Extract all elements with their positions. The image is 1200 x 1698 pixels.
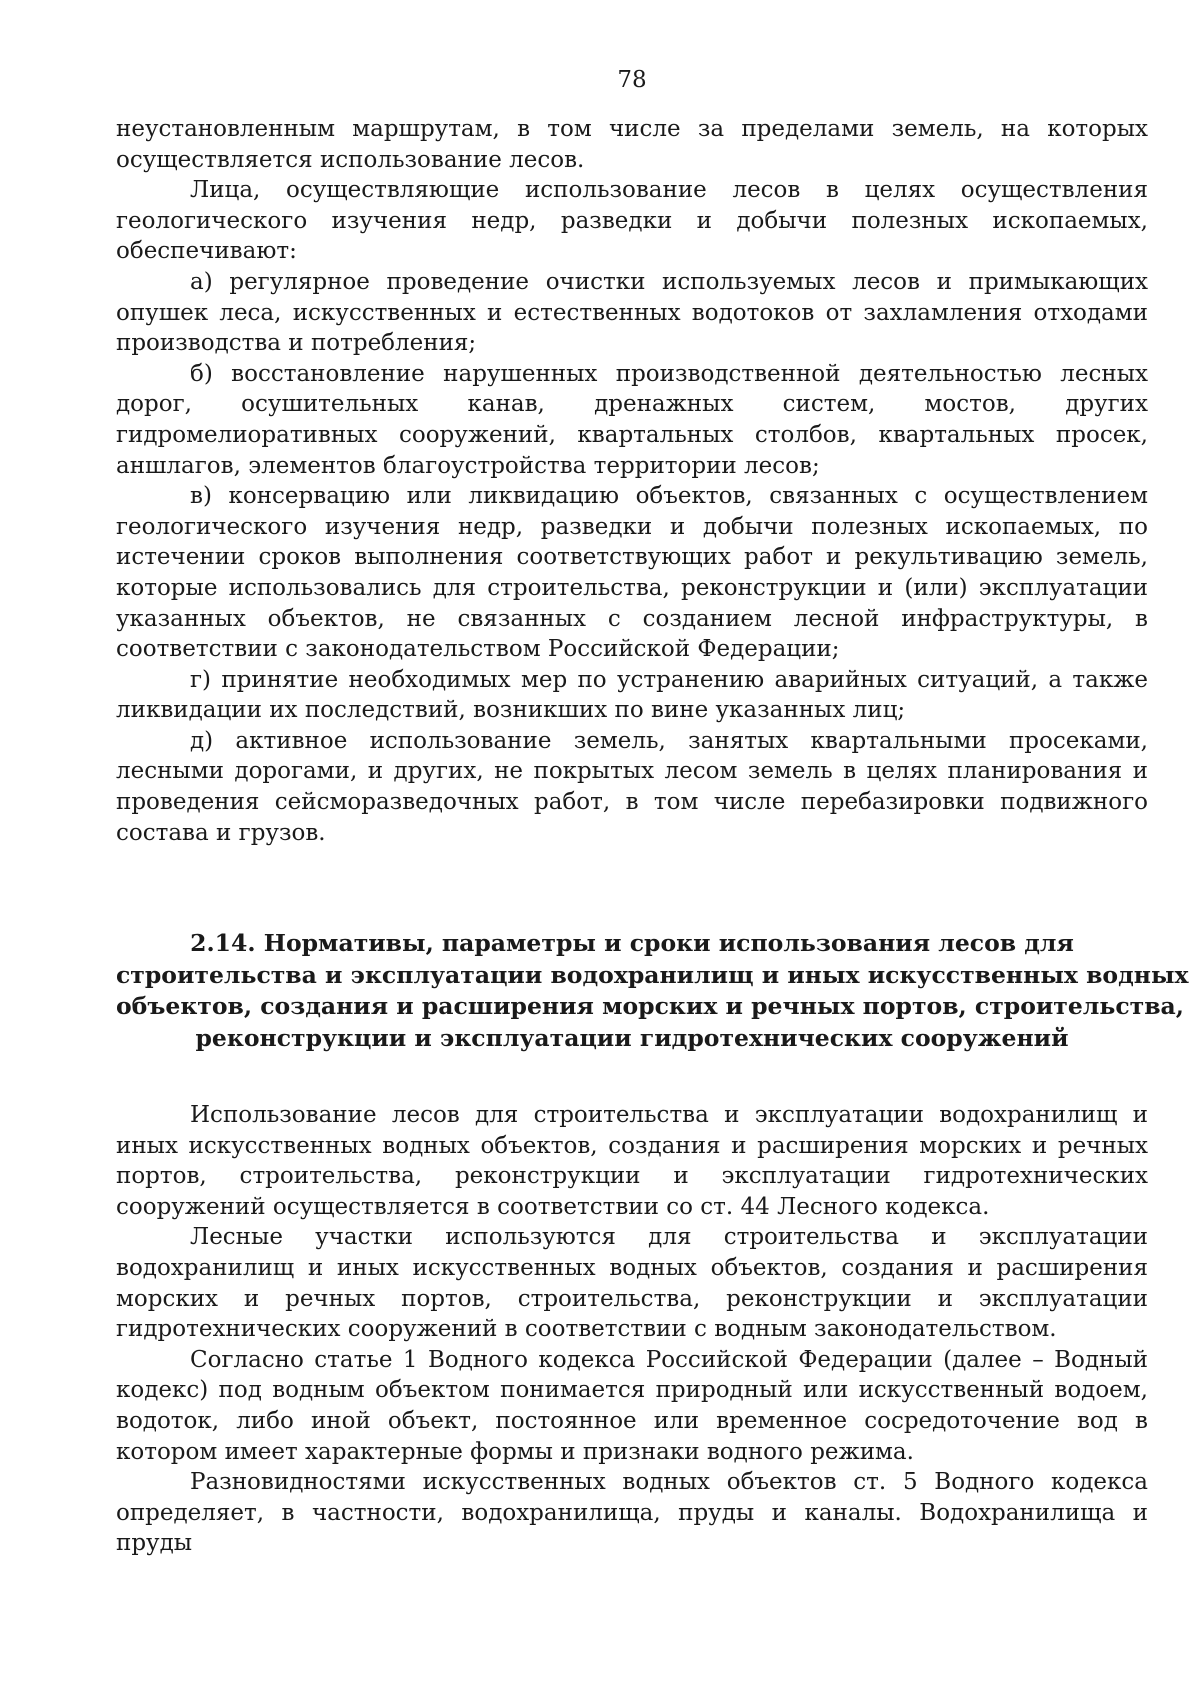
paragraph-forest-use: Использование лесов для строительства и эксплуатации водохранилищ и иных искусственных водных объектов, создания и расширения морских и речных портов, строительства, реконструкции и эксплуатации гидротехнических сооружений осуществляется в соответствии со ст. 44 Лесного кодекса. [116,1102,1148,1220]
page-number: 78 [617,67,647,93]
list-item-b: б) восстановление нарушенных производственной деятельностью лесных дорог, осушительных канав, дренажных систем, мостов, других гидромелиоративных сооружений, квартальных столбов, квартальных просек, аншлагов, элементов благоустройства территории лесов; [116,360,1148,479]
paragraph-forest-plots: Лесные участки используются для строительства и эксплуатации водохранилищ и иных искусственных водных объектов, создания и расширения морских и речных портов, строительства, реконструкции и эксплуатации гидротехнических сооружений в соответствии с водным законодательством. [116,1224,1148,1343]
paragraph-artificial-water-objects: Разновидностями искусственных водных объектов ст. 5 Водного кодекса определяет, в частности, водохранилища, пруды и каналы. Водохранилища и пруды [116,1469,1148,1557]
section-heading-line-3: объектов, создания и расширения морских и речных портов, строительства, [116,992,1184,1021]
body-text-bottom [116,1100,1148,1559]
paragraph-continuation: неустановленным маршрутам, в том числе за пределами земель, на которых осуществляется использование лесов. [116,116,1148,173]
list-item-a: а) регулярное проведение очистки используемых лесов и примыкающих опушек леса, искусственных и естественных водотоков от захламления отходами производства и потребления; [116,268,1148,357]
list-item-d: д) активное использование земель, занятых квартальными просеками, лесными дорогами, и других, не покрытых лесом земель в целях планирования и проведения сейсморазведочных работ, в том числе перебазировки подвижного состава и грузов. [116,727,1148,846]
body-text-top [116,114,1148,848]
paragraph-obligations-intro: Лица, осуществляющие использование лесов в целях осуществления геологического изучения недр, разведки и добычи полезных ископаемых, обеспечивают: [116,177,1148,265]
section-heading-line-4: реконструкции и эксплуатации гидротехнических сооружений [195,1023,1069,1052]
paragraph-water-object-definition: Согласно статье 1 Водного кодекса Российской Федерации (далее – Водный кодекс) под водным объектом понимается природный или искусственный водоем, водоток, либо иной объект, постоянное или временное сосредоточение вод в котором имеет характерные формы и признаки водного режима. [116,1346,1148,1465]
section-heading-line-2: строительства и эксплуатации водохранилищ и иных искусственных водных [116,960,1189,989]
section-heading-line-1: 2.14. Нормативы, параметры и сроки использования лесов для [190,929,1074,957]
list-item-v: в) консервацию или ликвидацию объектов, связанных с осуществлением геологического изучения недр, разведки и добычи полезных ископаемых, по истечении сроков выполнения соответствующих работ и рекультивацию земель, которые использовались для строительства, реконструкции и (или) эксплуатации указанных объектов, не связанных с созданием лесной инфраструктуры, в соответствии с законодательством Российской Федерации; [116,483,1148,663]
section-heading [116,928,1189,1054]
list-item-g: г) принятие необходимых мер по устранению аварийных ситуаций, а также ликвидации их последствий, возникших по вине указанных лиц; [116,666,1148,724]
